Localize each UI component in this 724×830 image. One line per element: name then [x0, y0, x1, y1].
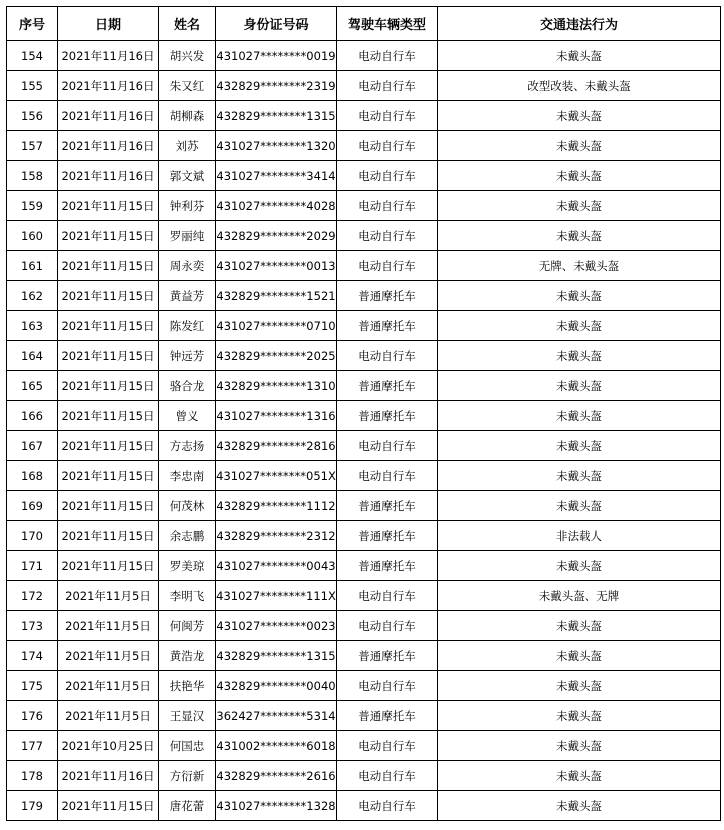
cell-violation: 未戴头盔 — [438, 371, 721, 401]
cell-name: 胡柳森 — [159, 101, 216, 131]
table-body — [7, 41, 721, 821]
cell-name: 方衍新 — [159, 761, 216, 791]
table-row — [7, 551, 721, 581]
cell-vehicle-type: 电动自行车 — [337, 101, 438, 131]
cell-id-number: 432829********2312 — [216, 521, 337, 551]
cell-date: 2021年10月25日 — [58, 731, 159, 761]
cell-violation: 未戴头盔 — [438, 191, 721, 221]
cell-vehicle-type: 电动自行车 — [337, 191, 438, 221]
cell-violation: 未戴头盔 — [438, 641, 721, 671]
cell-name: 刘苏 — [159, 131, 216, 161]
cell-date: 2021年11月15日 — [58, 311, 159, 341]
table-row — [7, 581, 721, 611]
cell-vehicle-type: 电动自行车 — [337, 71, 438, 101]
cell-serial-number: 164 — [7, 341, 58, 371]
cell-serial-number: 160 — [7, 221, 58, 251]
cell-serial-number: 156 — [7, 101, 58, 131]
cell-serial-number: 168 — [7, 461, 58, 491]
cell-violation: 未戴头盔 — [438, 221, 721, 251]
cell-serial-number: 169 — [7, 491, 58, 521]
cell-id-number: 431027********1320 — [216, 131, 337, 161]
cell-name: 朱又红 — [159, 71, 216, 101]
cell-id-number: 362427********5314 — [216, 701, 337, 731]
cell-name: 黄益芳 — [159, 281, 216, 311]
cell-vehicle-type: 电动自行车 — [337, 461, 438, 491]
cell-name: 李忠南 — [159, 461, 216, 491]
cell-name: 胡兴发 — [159, 41, 216, 71]
header-vehicle-type: 驾驶车辆类型 — [337, 7, 438, 41]
cell-vehicle-type: 电动自行车 — [337, 671, 438, 701]
cell-vehicle-type: 普通摩托车 — [337, 701, 438, 731]
cell-date: 2021年11月15日 — [58, 791, 159, 821]
cell-vehicle-type: 电动自行车 — [337, 581, 438, 611]
cell-vehicle-type: 电动自行车 — [337, 161, 438, 191]
cell-id-number: 431027********0043 — [216, 551, 337, 581]
cell-name: 钟利芬 — [159, 191, 216, 221]
header-date: 日期 — [58, 7, 159, 41]
table-row — [7, 311, 721, 341]
table-row — [7, 341, 721, 371]
cell-id-number: 431027********1328 — [216, 791, 337, 821]
cell-vehicle-type: 电动自行车 — [337, 611, 438, 641]
cell-name: 骆合龙 — [159, 371, 216, 401]
table-row — [7, 431, 721, 461]
cell-vehicle-type: 电动自行车 — [337, 791, 438, 821]
cell-violation: 未戴头盔 — [438, 671, 721, 701]
cell-date: 2021年11月5日 — [58, 581, 159, 611]
cell-name: 周永奕 — [159, 251, 216, 281]
cell-id-number: 432829********0040 — [216, 671, 337, 701]
cell-vehicle-type: 普通摩托车 — [337, 401, 438, 431]
cell-serial-number: 159 — [7, 191, 58, 221]
cell-vehicle-type: 普通摩托车 — [337, 551, 438, 581]
cell-violation: 未戴头盔 — [438, 551, 721, 581]
cell-vehicle-type: 普通摩托车 — [337, 371, 438, 401]
table-row — [7, 461, 721, 491]
table-row — [7, 521, 721, 551]
cell-vehicle-type: 普通摩托车 — [337, 521, 438, 551]
cell-name: 罗美琼 — [159, 551, 216, 581]
cell-id-number: 431027********4028 — [216, 191, 337, 221]
cell-id-number: 432829********1112 — [216, 491, 337, 521]
cell-date: 2021年11月16日 — [58, 761, 159, 791]
cell-date: 2021年11月15日 — [58, 341, 159, 371]
cell-serial-number: 165 — [7, 371, 58, 401]
cell-name: 李明飞 — [159, 581, 216, 611]
cell-name: 罗丽纯 — [159, 221, 216, 251]
cell-date: 2021年11月16日 — [58, 131, 159, 161]
table-row — [7, 41, 721, 71]
table-row — [7, 251, 721, 281]
cell-vehicle-type: 电动自行车 — [337, 731, 438, 761]
cell-vehicle-type: 普通摩托车 — [337, 641, 438, 671]
cell-date: 2021年11月15日 — [58, 251, 159, 281]
cell-id-number: 432829********2616 — [216, 761, 337, 791]
cell-violation: 未戴头盔 — [438, 791, 721, 821]
header-name: 姓名 — [159, 7, 216, 41]
cell-violation: 未戴头盔 — [438, 761, 721, 791]
cell-id-number: 431027********1316 — [216, 401, 337, 431]
cell-name: 唐花蕾 — [159, 791, 216, 821]
cell-vehicle-type: 电动自行车 — [337, 41, 438, 71]
cell-id-number: 432829********1310 — [216, 371, 337, 401]
cell-serial-number: 167 — [7, 431, 58, 461]
cell-date: 2021年11月15日 — [58, 371, 159, 401]
header-id-number: 身份证号码 — [216, 7, 337, 41]
table-row — [7, 701, 721, 731]
table-row — [7, 161, 721, 191]
cell-violation: 未戴头盔 — [438, 731, 721, 761]
cell-date: 2021年11月16日 — [58, 71, 159, 101]
cell-vehicle-type: 普通摩托车 — [337, 311, 438, 341]
cell-date: 2021年11月16日 — [58, 101, 159, 131]
cell-serial-number: 162 — [7, 281, 58, 311]
cell-date: 2021年11月5日 — [58, 671, 159, 701]
cell-id-number: 432829********2025 — [216, 341, 337, 371]
cell-serial-number: 170 — [7, 521, 58, 551]
cell-id-number: 432829********2816 — [216, 431, 337, 461]
cell-violation: 未戴头盔 — [438, 461, 721, 491]
cell-date: 2021年11月15日 — [58, 221, 159, 251]
cell-vehicle-type: 电动自行车 — [337, 341, 438, 371]
cell-id-number: 432829********1315 — [216, 641, 337, 671]
cell-violation: 未戴头盔 — [438, 101, 721, 131]
cell-id-number: 431027********0019 — [216, 41, 337, 71]
cell-serial-number: 171 — [7, 551, 58, 581]
cell-id-number: 431027********111X — [216, 581, 337, 611]
cell-id-number: 431027********0710 — [216, 311, 337, 341]
cell-vehicle-type: 电动自行车 — [337, 431, 438, 461]
cell-serial-number: 154 — [7, 41, 58, 71]
cell-id-number: 432829********2319 — [216, 71, 337, 101]
cell-serial-number: 158 — [7, 161, 58, 191]
table-row — [7, 71, 721, 101]
cell-name: 方志扬 — [159, 431, 216, 461]
table-row — [7, 671, 721, 701]
cell-date: 2021年11月15日 — [58, 551, 159, 581]
table-row — [7, 371, 721, 401]
cell-name: 黄浩龙 — [159, 641, 216, 671]
cell-name: 扶艳华 — [159, 671, 216, 701]
cell-violation: 未戴头盔 — [438, 41, 721, 71]
cell-name: 陈发红 — [159, 311, 216, 341]
cell-id-number: 431027********0023 — [216, 611, 337, 641]
cell-date: 2021年11月15日 — [58, 521, 159, 551]
cell-violation: 未戴头盔、无牌 — [438, 581, 721, 611]
table-row — [7, 281, 721, 311]
cell-vehicle-type: 普通摩托车 — [337, 281, 438, 311]
header-serial-number: 序号 — [7, 7, 58, 41]
cell-serial-number: 161 — [7, 251, 58, 281]
cell-vehicle-type: 电动自行车 — [337, 131, 438, 161]
cell-vehicle-type: 电动自行车 — [337, 221, 438, 251]
cell-violation: 未戴头盔 — [438, 401, 721, 431]
table-row — [7, 641, 721, 671]
cell-serial-number: 175 — [7, 671, 58, 701]
cell-date: 2021年11月5日 — [58, 701, 159, 731]
cell-violation: 未戴头盔 — [438, 311, 721, 341]
table-row — [7, 791, 721, 821]
cell-violation: 未戴头盔 — [438, 701, 721, 731]
violation-records-table — [6, 6, 721, 821]
cell-serial-number: 176 — [7, 701, 58, 731]
cell-name: 余志鹏 — [159, 521, 216, 551]
cell-violation: 未戴头盔 — [438, 161, 721, 191]
cell-name: 钟远芳 — [159, 341, 216, 371]
cell-date: 2021年11月5日 — [58, 641, 159, 671]
cell-date: 2021年11月15日 — [58, 491, 159, 521]
cell-violation: 改型改装、未戴头盔 — [438, 71, 721, 101]
cell-violation: 未戴头盔 — [438, 131, 721, 161]
cell-id-number: 432829********1315 — [216, 101, 337, 131]
cell-id-number: 431027********3414 — [216, 161, 337, 191]
cell-date: 2021年11月15日 — [58, 401, 159, 431]
table-row — [7, 491, 721, 521]
table-row — [7, 401, 721, 431]
cell-violation: 未戴头盔 — [438, 281, 721, 311]
cell-serial-number: 166 — [7, 401, 58, 431]
cell-serial-number: 179 — [7, 791, 58, 821]
cell-violation: 无牌、未戴头盔 — [438, 251, 721, 281]
cell-serial-number: 178 — [7, 761, 58, 791]
cell-serial-number: 174 — [7, 641, 58, 671]
cell-serial-number: 172 — [7, 581, 58, 611]
cell-id-number: 431027********051X — [216, 461, 337, 491]
table-row — [7, 101, 721, 131]
cell-name: 何国忠 — [159, 731, 216, 761]
cell-vehicle-type: 普通摩托车 — [337, 491, 438, 521]
cell-name: 郭文斌 — [159, 161, 216, 191]
cell-serial-number: 157 — [7, 131, 58, 161]
cell-violation: 未戴头盔 — [438, 491, 721, 521]
table-header-row — [7, 7, 721, 41]
cell-violation: 未戴头盔 — [438, 611, 721, 641]
cell-vehicle-type: 电动自行车 — [337, 251, 438, 281]
cell-name: 曾义 — [159, 401, 216, 431]
cell-name: 何茂林 — [159, 491, 216, 521]
cell-date: 2021年11月5日 — [58, 611, 159, 641]
cell-name: 何闽芳 — [159, 611, 216, 641]
cell-date: 2021年11月15日 — [58, 461, 159, 491]
cell-date: 2021年11月15日 — [58, 281, 159, 311]
table-row — [7, 611, 721, 641]
cell-id-number: 431027********0013 — [216, 251, 337, 281]
cell-serial-number: 155 — [7, 71, 58, 101]
table-row — [7, 221, 721, 251]
cell-serial-number: 177 — [7, 731, 58, 761]
cell-violation: 非法载人 — [438, 521, 721, 551]
table-row — [7, 731, 721, 761]
cell-id-number: 431002********6018 — [216, 731, 337, 761]
cell-id-number: 432829********1521 — [216, 281, 337, 311]
cell-id-number: 432829********2029 — [216, 221, 337, 251]
table-row — [7, 761, 721, 791]
cell-date: 2021年11月16日 — [58, 41, 159, 71]
cell-serial-number: 173 — [7, 611, 58, 641]
header-violation: 交通违法行为 — [438, 7, 721, 41]
cell-serial-number: 163 — [7, 311, 58, 341]
table-row — [7, 191, 721, 221]
cell-violation: 未戴头盔 — [438, 431, 721, 461]
cell-date: 2021年11月15日 — [58, 431, 159, 461]
cell-name: 王显汉 — [159, 701, 216, 731]
table-row — [7, 131, 721, 161]
cell-date: 2021年11月16日 — [58, 161, 159, 191]
cell-date: 2021年11月15日 — [58, 191, 159, 221]
cell-violation: 未戴头盔 — [438, 341, 721, 371]
cell-vehicle-type: 电动自行车 — [337, 761, 438, 791]
